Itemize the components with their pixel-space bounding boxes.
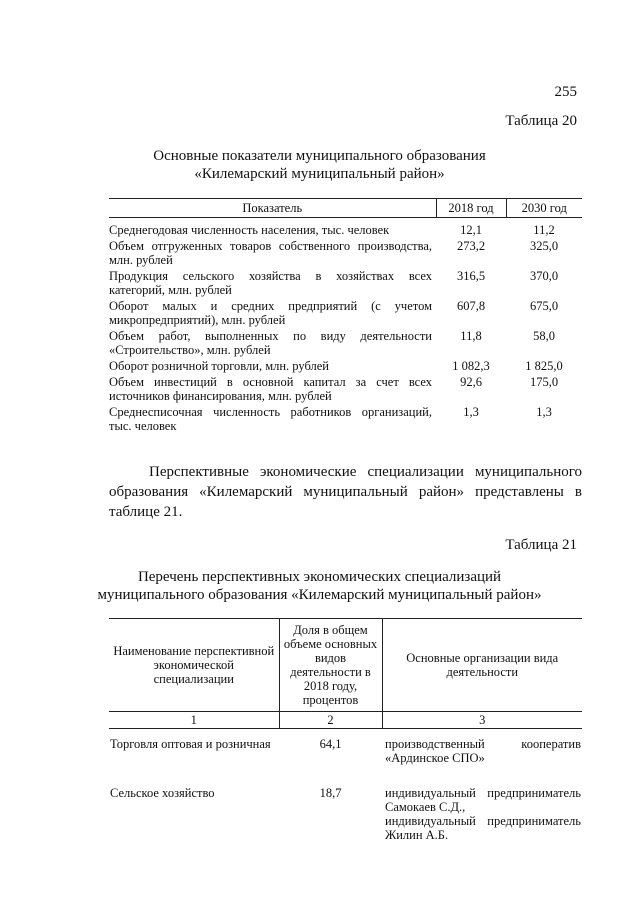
table21-title-line2: муниципального образования «Килемарский муниципальный район»: [97, 587, 542, 603]
table-row: [109, 298, 582, 328]
table20-header-2018: 2018 год: [436, 199, 506, 218]
column-number: 2: [279, 712, 382, 729]
value-2030-cell: 1,3: [536, 405, 552, 419]
value-2018-cell: 1 082,3: [452, 359, 490, 373]
table20-header-row: [109, 199, 582, 218]
indicator-cell: Объем работ, выполненных по виду деятельности «Строительство», млн. рублей: [109, 329, 432, 357]
value-2018-cell: 273,2: [456, 239, 486, 253]
specialization-cell: Сельское хозяйство: [110, 786, 215, 800]
share-cell: 64,1: [319, 737, 342, 751]
table-row: [109, 766, 582, 843]
table21-header-specialization: Наименование перспективной экономической специализации: [109, 619, 279, 712]
organization-name: индивидуальный предприниматель Самокаев С.Д.,: [385, 786, 581, 814]
value-2018-cell: 316,5: [456, 269, 486, 283]
table20-header-2030: 2030 год: [506, 199, 582, 218]
specialization-cell: Торговля оптовая и розничная: [110, 737, 271, 751]
value-2018-cell: 11,8: [460, 329, 482, 343]
table21-header-share: Доля в общем объеме основных видов деятельности в 2018 году, процентов: [279, 619, 382, 712]
indicator-cell: Объем инвестиций в основной капитал за счет всех источников финансирования, млн. рублей: [109, 375, 432, 403]
indicator-cell: Оборот розничной торговли, млн. рублей: [109, 359, 329, 373]
share-cell: 18,7: [319, 786, 342, 800]
column-number: 3: [382, 712, 582, 729]
indicator-cell: Продукция сельского хозяйства в хозяйствах всех категорий, млн. рублей: [109, 269, 432, 297]
table21-column-number-row: [109, 712, 582, 729]
value-2030-cell: 58,0: [533, 329, 555, 343]
value-2030-cell: 325,0: [529, 239, 559, 253]
value-2018-cell: 92,6: [460, 375, 482, 389]
value-2030-cell: 675,0: [529, 299, 559, 313]
indicator-cell: Объем отгруженных товаров собственного производства, млн. рублей: [109, 239, 432, 267]
table-row: [109, 268, 582, 298]
table21-header-organizations: Основные организации вида деятельности: [382, 619, 582, 712]
table21-label: Таблица 21: [505, 537, 577, 553]
table20-title: [0, 147, 639, 183]
organization-name: индивидуальный предприниматель Жилин А.Б.: [385, 814, 581, 842]
indicator-cell: Среднесписочная численность работников организаций, тыс. человек: [109, 405, 432, 433]
table21-title: [0, 568, 639, 604]
value-2018-cell: 1,3: [463, 405, 479, 419]
table-row: [109, 218, 582, 239]
table-row: [109, 358, 582, 374]
table-row: [109, 238, 582, 268]
table-row: [109, 729, 582, 767]
table21-title-line1: Перечень перспективных экономических специализаций: [137, 569, 502, 585]
table20-label: Таблица 20: [505, 113, 577, 129]
value-2018-cell: 12,1: [460, 223, 482, 237]
table20: [109, 198, 582, 434]
indicator-cell: Оборот малых и средних предприятий (с учетом микропредприятий), млн. рублей: [109, 299, 432, 327]
body-paragraph: Перспективные экономические специализации муниципального образования «Килемарский муниципальный район» представлены в таблице 21.: [109, 464, 582, 520]
table21-header-row: [109, 619, 582, 712]
table-row: [109, 404, 582, 434]
page-number: 255: [554, 84, 577, 100]
table21: [109, 618, 582, 843]
value-2018-cell: 607,8: [456, 299, 486, 313]
value-2030-cell: 370,0: [529, 269, 559, 283]
organization-name: производственный кооператив «Ардинское СПО»: [385, 737, 581, 765]
table-row: [109, 328, 582, 358]
table20-title-line1: Основные показатели муниципального образования: [153, 148, 486, 164]
table20-title-line2: «Килемарский муниципальный район»: [194, 166, 445, 182]
organizations-cell: [382, 766, 582, 843]
organizations-cell: [382, 729, 582, 767]
value-2030-cell: 175,0: [529, 375, 559, 389]
value-2030-cell: 11,2: [533, 223, 555, 237]
table20-header-indicator: Показатель: [109, 199, 436, 218]
table-row: [109, 374, 582, 404]
column-number: 1: [109, 712, 279, 729]
value-2030-cell: 1 825,0: [525, 359, 563, 373]
indicator-cell: Среднегодовая численность населения, тыс. человек: [109, 223, 390, 237]
